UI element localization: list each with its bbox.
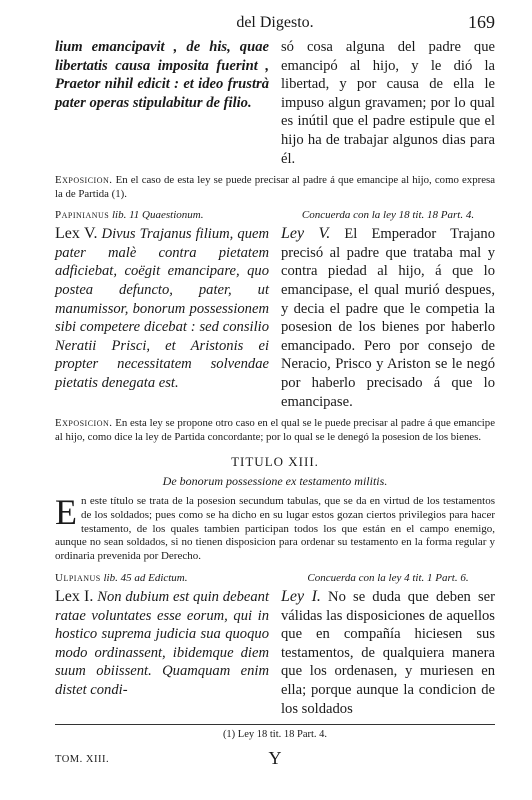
- section-intro: [55, 492, 495, 564]
- section-heading: TITULO XIII.: [231, 454, 319, 470]
- lex-heading: Lex V.: [55, 225, 98, 243]
- latin-column-law-5: [55, 225, 269, 411]
- latin-column-law-1: [55, 588, 269, 718]
- law-5-sources: [55, 209, 495, 221]
- top-columns: [55, 38, 495, 168]
- signature-mark: Y: [268, 748, 282, 769]
- spanish-column-law-1: [281, 588, 495, 718]
- latin-source: [55, 209, 269, 221]
- source-author: Ulpianus: [55, 572, 101, 585]
- spanish-text: El Emperador Trajano precisó al padre que trataba mal y contra piedad al hijo, á que lo emancipase, el qual murió despues, y decia el padre que le competia la posesion de los bienes por haberlo emancipado. Pero por consejo de Neracio, Prisco y Ariston se le negó por haberlo precisado á que lo emancipase.: [281, 226, 495, 410]
- latin-source: [55, 572, 269, 584]
- law-1-columns: [55, 588, 495, 718]
- source-work: lib. 11 Quaestionum.: [109, 209, 204, 222]
- law-1-sources: [55, 572, 495, 584]
- ley-heading: Ley V.: [281, 225, 331, 243]
- intro-text: n este título se trata de la posesion secundum tabulas, que se da en virtud de los testamentos de los soldados; pues como se ha dicho en su lugar estos gozan ciertos privilegios para hacer testamento, de los quales tambien participan todos los que están en el campo enemigo, aunque no sean soldados, si no tienen disposicion para ordenar su testamento en la forma regular y ordinaria prevenida por Derecho.: [55, 495, 495, 563]
- spanish-text: No se duda que deben ser válidas las disposiciones de aquellos que en compañía hiciesen sus testamentos, de qualquiera manera que los ordenasen, y muriesen en ella; porque aunque la condicion de los soldados: [281, 589, 495, 717]
- exposicion-label: Exposicion.: [55, 417, 113, 430]
- document-page: [55, 12, 495, 772]
- concordance-note: Concuerda con la ley 4 tit. 1 Part. 6.: [307, 572, 469, 585]
- latin-column-top: lium emancipavit , de his, quae libertatis causa imposita fuerint , Praetor nihil edicit : et ideo frustrà pater operas stipulabitur de filio.: [55, 39, 269, 111]
- page-number: 169: [468, 12, 495, 32]
- latin-text: Non dubium est quin debeant ratae voluntates esse eorum, qui in hostico suprema judicia sua quoquo modo ordinassent, ibidemque diem suum obiissent. Quamquam enim distet condi-: [55, 589, 269, 699]
- source-author: Papinianus: [55, 209, 110, 222]
- law-5-columns: [55, 225, 495, 411]
- running-title: del Digesto.: [236, 14, 314, 31]
- exposicion-1: [55, 174, 495, 201]
- exposicion-2: [55, 417, 495, 444]
- ley-heading: Ley I.: [281, 588, 321, 606]
- lex-heading: Lex I.: [55, 588, 94, 606]
- latin-text: Divus Trajanus filium, quem pater malè contra pietatem adficiebat, coëgit emancipare, quo postea defuncto, pater, ut manumissor, bonorum possessionem sibi competere dicebat : sed consilio Neratii Prisci, et Aristonis ei propter necessitatem solvendae pietatis denegata est.: [55, 226, 270, 391]
- page-footer: [55, 748, 495, 772]
- exposicion-text: En esta ley se propone otro caso en el qual se le puede precisar al padre á que emancipe al hijo, como dice la ley de Partida concordante; por lo qual se le denegó la posesion de los bienes.: [55, 417, 495, 443]
- footnote-rule: [55, 724, 495, 725]
- concordance-note: Concuerda con la ley 18 tit. 18 Part. 4.: [301, 209, 475, 222]
- source-work: lib. 45 ad Edictum.: [100, 572, 188, 585]
- drop-cap: E: [55, 492, 77, 533]
- exposicion-text: En el caso de esta ley se puede precisar al padre á que emancipe al hijo, como expresa la de Partida (1).: [55, 174, 495, 200]
- section-subtitle: De bonorum possessione ex testamento militis.: [162, 474, 388, 489]
- volume-label: TOM. XIII.: [55, 754, 110, 766]
- exposicion-label: Exposicion.: [55, 174, 113, 187]
- footnote: (1) Ley 18 tit. 18 Part. 4.: [222, 729, 328, 741]
- page-header: [55, 12, 495, 38]
- spanish-column-law-5: [281, 225, 495, 411]
- spanish-column-top: só cosa alguna del padre que emancipó al hijo, y le dió la libertad, y por causa de ella le impuso algun gravamen; por lo qual es inútil que el padre estipule que el hijo ha de trabajar algunos dias para él.: [281, 39, 495, 167]
